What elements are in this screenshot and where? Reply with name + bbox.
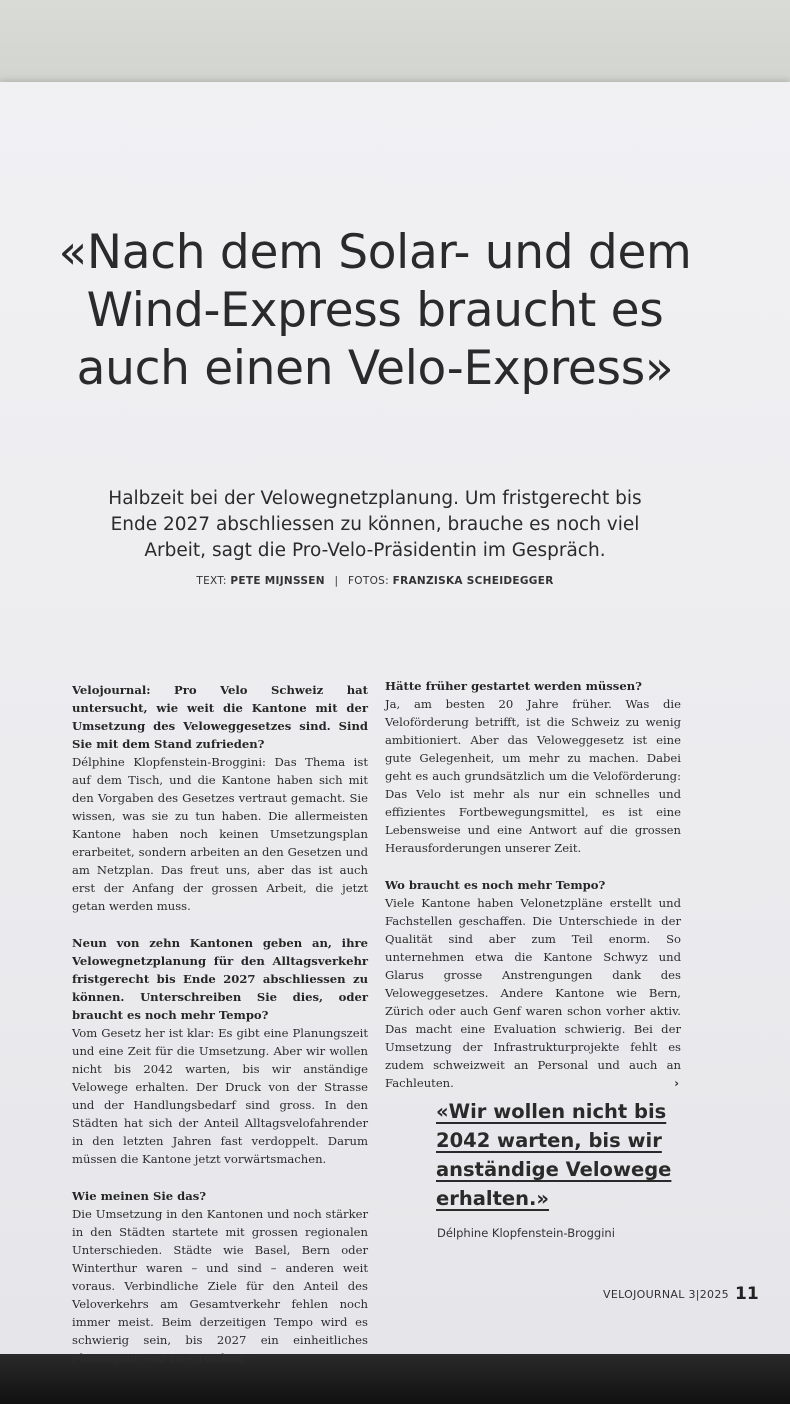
question-3: Wie meinen Sie das? bbox=[72, 1189, 207, 1203]
answer-5-text: Viele Kantone haben Velonetzpläne erstellt und Fachstellen geschaffen. Die Unterschiede in der Qualität sind aber zum Teil enorm. So unternehmen etwa die Kantone Schwyz und Glarus grosse Anstrengungen dank des Veloweggesetzes. Andere Kantone wie Bern, Zürich oder auch Genf waren schon vorher aktiv. Das macht eine Evaluation schwierig. Bei der Umsetzung der Infrastrukturprojekte fehlt es zudem schweizweit an Personal und auch an Fachleuten. bbox=[385, 896, 681, 1090]
answer-4: Ja, am besten 20 Jahre früher. Was die Veloförderung betrifft, ist die Schweiz zu wenig ambitioniert. Aber das Veloweggesetz ist eine gute Gelegenheit, um mehr zu machen. Dabei geht es auch grundsätzlich um die Veloförderung: Das Velo ist mehr als nur ein schnelles und effizientes Fortbewegungsmittel, es ist eine Lebensweise und eine Antwort auf die grossen Herausforderungen unserer Zeit. bbox=[385, 697, 681, 855]
answer-2: Vom Gesetz her ist klar: Es gibt eine Planungszeit und eine Zeit für die Umsetzung. Aber wir wollen nicht bis 2042 warten, bis wir anständige Velowege erhalten. Der Druck von der Strasse und der Handlungsbedarf sind gross. In den Städten hat sich der Anteil Alltagsvelofahrender in den letzten Jahren fast verdoppelt. Darum müssen die Kantone jetzt vorwärtsmachen. bbox=[72, 1026, 368, 1166]
credits-text-author: PETE MIJNSSEN bbox=[230, 575, 325, 587]
pull-quote bbox=[436, 1097, 716, 1213]
pull-quote-attribution: Délphine Klopfenstein-Broggini bbox=[437, 1226, 615, 1240]
question-5: Wo braucht es noch mehr Tempo? bbox=[385, 878, 606, 892]
credits-text-label: TEXT: bbox=[196, 575, 227, 587]
continue-arrow-icon: › bbox=[674, 1076, 679, 1090]
question-4: Hätte früher gestartet werden müssen? bbox=[385, 679, 642, 693]
credits bbox=[140, 575, 610, 587]
credits-photo-author: FRANZISKA SCHEIDEGGER bbox=[392, 575, 554, 587]
answer-3: Die Umsetzung in den Kantonen und noch stärker in den Städten startete mit grossen regionalen Unterschieden. Städte wie Basel, Bern oder Winterthur waren – und sind – anderen weit voraus. Verbindliche Ziele für den Anteil des Veloverkehrs am Gesamtverkehr fehlen noch immer meist. Beim derzeitigen Tempo wird es schwierig sein, bis 2027 ein einheitliches Planungsniveau zu erreichen. bbox=[72, 1207, 368, 1365]
pull-quote-text: «Wir wollen nicht bis 2042 warten, bis wir anständige Velowege erhalten.» bbox=[436, 1100, 672, 1210]
interview-column-right bbox=[385, 677, 681, 1092]
credits-separator: | bbox=[334, 575, 339, 587]
footer-magazine-issue: VELOJOURNAL 3|2025 bbox=[603, 1288, 729, 1301]
interview-column-left bbox=[72, 681, 368, 1367]
answer-1: Délphine Klopfenstein-Broggini: Das Thema ist auf dem Tisch, und die Kantone haben sich mit den Vorgaben des Gesetzes vertraut gemacht. Sie wissen, was sie zu tun haben. Die allermeisten Kantone haben noch keinen Umsetzungsplan erarbeitet, sondern arbeiten an den Gesetzen und am Netzplan. Das freut uns, aber das ist auch erst der Anfang der grossen Arbeit, die jetzt getan werden muss. bbox=[72, 755, 368, 913]
credits-photo-label: FOTOS: bbox=[347, 575, 389, 587]
headline: «Nach dem Solar- und dem Wind-Express braucht es auch einen Velo-Express» bbox=[58, 225, 692, 396]
question-1: Velojournal: Pro Velo Schweiz hat untersucht, wie weit die Kantone mit der Umsetzung des Veloweggesetzes sind. Sind Sie mit dem Stand zufrieden? bbox=[72, 683, 368, 751]
answer-5 bbox=[385, 894, 681, 1092]
question-2: Neun von zehn Kantonen geben an, ihre Velowegnetzplanung für den Alltagsverkehr fristgerecht bis Ende 2027 abschliessen zu können. Unterschreiben Sie dies, oder braucht es noch mehr Tempo? bbox=[72, 936, 368, 1022]
lead-paragraph: Halbzeit bei der Velowegnetzplanung. Um fristgerecht bis Ende 2027 abschliessen zu können, brauche es noch viel Arbeit, sagt die Pro-Velo-Präsidentin im Gespräch. bbox=[108, 488, 642, 561]
page-number: 11 bbox=[735, 1284, 759, 1304]
